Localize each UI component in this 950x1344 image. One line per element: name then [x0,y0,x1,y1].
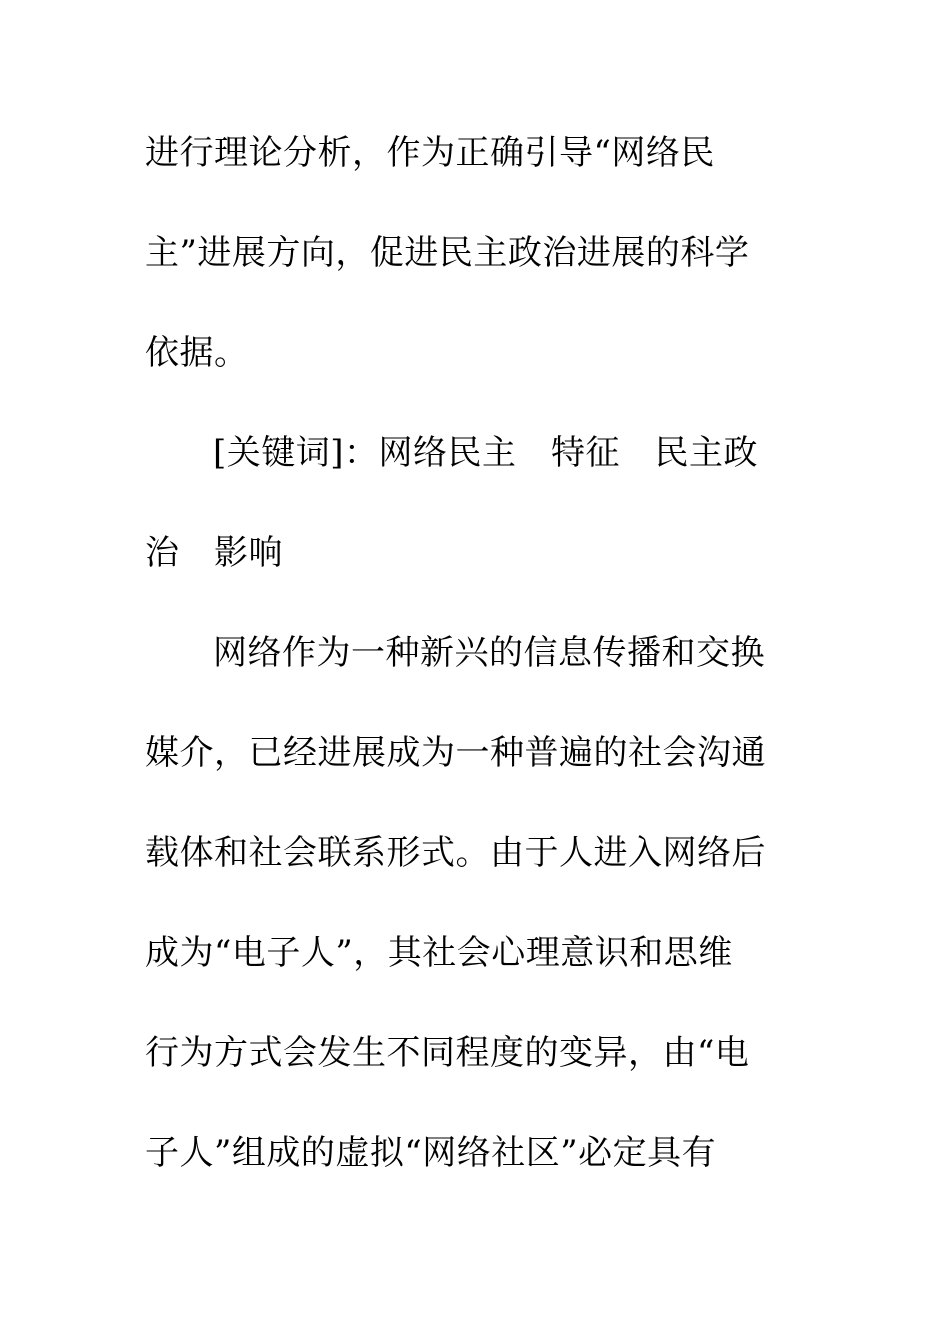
text-line: 进行理论分析，作为正确引导“网络民 [145,133,715,173]
text-line: 依据。 [145,333,249,373]
keywords-line-continued: 治 影响 [145,533,283,573]
text-line: 成为“电子人”，其社会心理意识和思维 [145,933,733,973]
keywords-line: [关键词]：网络民主 特征 民主政 [213,433,759,473]
text-line: 主”进展方向，促进民主政治进展的科学 [145,233,750,273]
paragraph-start: 网络作为一种新兴的信息传播和交换 [213,633,765,673]
text-line: 子人”组成的虚拟“网络社区”必定具有 [145,1133,717,1173]
text-line: 媒介，已经进展成为一种普遍的社会沟通 [145,733,766,773]
text-line: 行为方式会发生不同程度的变异，由“电 [145,1033,750,1073]
text-line: 载体和社会联系形式。由于人进入网络后 [145,833,766,873]
